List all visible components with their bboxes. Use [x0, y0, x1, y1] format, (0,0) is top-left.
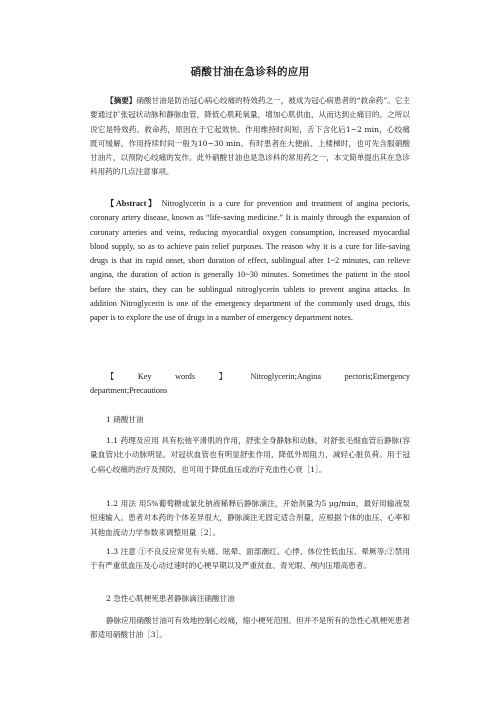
abstract-en-label: 【Abstract】 [106, 199, 158, 208]
abstract-cn-label: 【摘要】 [106, 96, 137, 105]
keywords-close: 】 [218, 372, 227, 381]
section-1-3: 1.3 注意 ①不良反应常见有头痛、眩晕、面部潮红、心悸、体位性低血压、晕厥等;②禁用于有严重低血压及心动过速时的心梗早期以及严重贫血、青光眼、颅内压增高患者。 [90, 547, 410, 571]
keywords-line-1 [90, 370, 410, 384]
keywords-kw1: Nitroglycerin;Angina [250, 372, 321, 381]
section-1-2: 1.2 用法 用5%葡萄糖或氯化钠液稀释后静脉滴注，开始剂量为5 μg/min，最好用输液泵恒速输入。患者对本药的个体差异很大，静脉滴注无固定适合剂量，应根据个体的血压、心率和其他血流动力学参数来调整用量［2］。 [90, 499, 410, 537]
abstract-en-text: Nitroglycerin is a cure for prevention and treatment of angina pectoris, coronary artery disease, known as “life-saving medicine.” It is mainly through the expansion of coronary arteries and veins, reducing myocardial oxygen consumption, increased myocardial blood supply, so as to achieve pain relief purposes. The reason why it is a cure for life-saving drugs is that its rapid onset, short duration of effect, sublingual after 1~2 minutes, can relieve angina, the duration of action is generally 10~30 minutes. Sometimes the patient in the stool before the stairs, they can be sublingual nitroglycerin tablets to prevent angina attacks. In addition Nitroglycerin is one of the emergency department of the commonly used drugs, this paper is to explore the use of drugs in a number of emergency department notes. [90, 199, 411, 323]
section-1-1: 1.1 药理及应用 具有松弛平滑肌的作用，舒张全身静脉和动脉，对舒张毛细血管后静脉(容量血管)比小动脉明显。对冠状血管也有明显舒张作用，降低外周阻力，减轻心脏负荷。用于冠心病心绞痛的治疗及预防，也可用于降低血压或治疗充血性心衰［1］。 [90, 436, 410, 474]
section-1-heading: 1 硝酸甘油 [106, 415, 144, 424]
keywords-word1: Key [137, 372, 152, 381]
abstract-en [90, 197, 410, 326]
keywords-kw2: pectoris;Emergency [344, 372, 410, 381]
keywords [90, 370, 410, 399]
document-title: 硝酸甘油在急诊科的应用 [190, 66, 310, 78]
keywords-line-2: department;Precautions [90, 386, 168, 396]
abstract-cn-text: 硝酸甘油是防治冠心病心绞痛的特效药之一，被成为冠心病患者的“救命药”。它主要通过扩张冠状动脉和静脉血管，降低心肌耗氧量，增加心肌供血，从而达到止痛目的。之所以说它是特效药、救命药，原因在于它起效快、作用维持时间短，舌下含化后1~2 min，心绞痛既可缓解，作用持续时间一般为10~30 min。有时患者在大便前、上楼梯时，也可先含服硝酸甘油片，以预防心绞痛的发作。此外硝酸甘油也是急诊科的常用药之一，本文简单提出其在急诊科用药的几点注意事项。 [90, 96, 411, 177]
section-2-heading: 2 急性心肌梗死患者静脉滴注硝酸甘油 [106, 594, 235, 603]
keywords-word2: words [175, 372, 196, 381]
section-2-1: 静脉应用硝酸甘油可有效地控制心绞痛，缩小梗死范围。但并不是所有的急性心肌梗死患者都适用硝酸甘油［3］。 [90, 616, 410, 640]
keywords-open: 【 [106, 372, 115, 381]
abstract-cn [90, 94, 410, 180]
